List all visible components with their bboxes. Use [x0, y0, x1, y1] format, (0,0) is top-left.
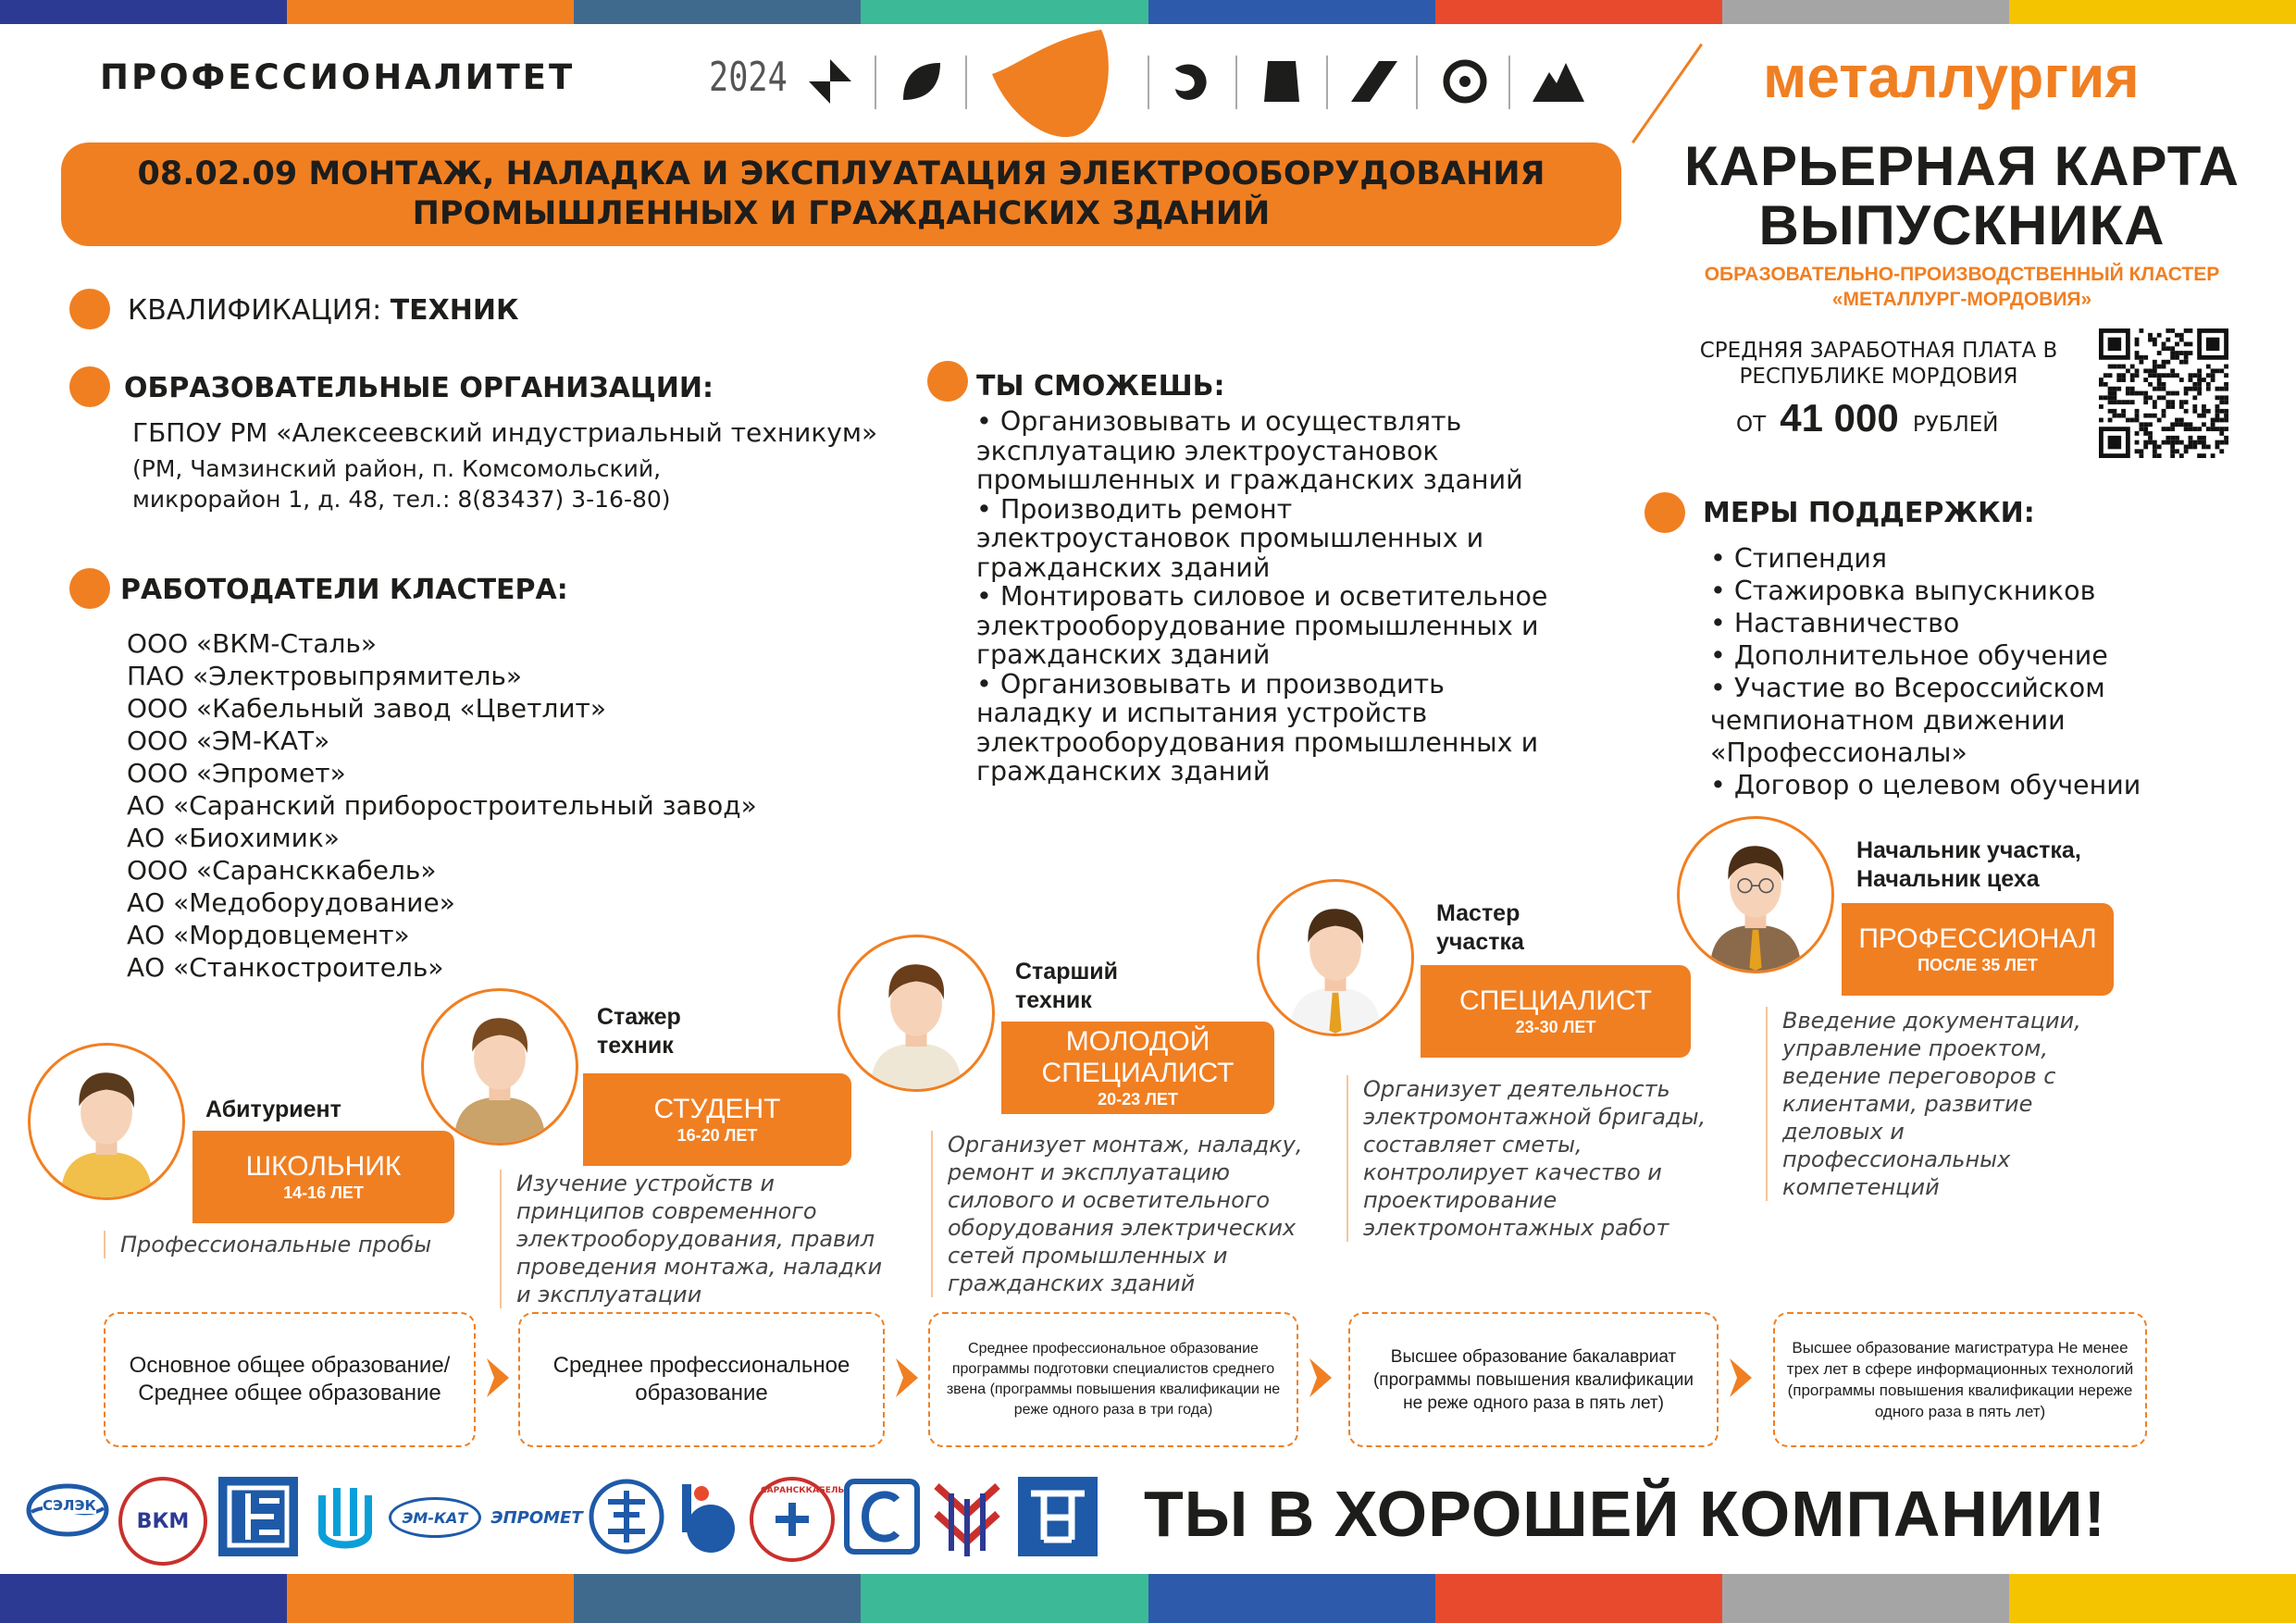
half-diamond-icon — [807, 57, 853, 105]
stripe-segment — [1722, 0, 2009, 24]
person-avatar-icon — [1257, 879, 1414, 1036]
stripe-segment — [0, 1574, 287, 1623]
cluster-line-1: ОБРАЗОВАТЕЛЬНО-ПРОИЗВОДСТВЕННЫЙ КЛАСТЕР — [1704, 264, 2220, 285]
employer-item: АО «Медоборудование» — [127, 887, 455, 918]
stage-role: Стажер техник — [597, 1004, 681, 1059]
stage-level: МОЛОДОЙ СПЕЦИАЛИСТ — [1041, 1026, 1235, 1088]
org-name: ГБПОУ РМ «Алексеевский индустриальный техникум» — [132, 417, 878, 448]
employer-item: АО «Мордовцемент» — [127, 920, 410, 950]
header-divider — [1416, 56, 1418, 109]
education-text: Высшее образование бакалавриат (программы повышения квалификации не реже одного раза в пять лет) — [1372, 1346, 1694, 1413]
stage-level-box — [583, 1073, 851, 1166]
stage-description: Организует монтаж, наладку, ремонт и эксплуатацию силового и осветительного оборудования электрических сетей промышленных и гражданских зданий — [931, 1131, 1320, 1297]
leaf-icon — [898, 57, 944, 105]
stripe-segment — [574, 0, 861, 24]
bullet-dot — [69, 366, 110, 407]
stage-level: СТУДЕНТ — [653, 1094, 781, 1124]
education-box — [928, 1312, 1298, 1447]
education-box — [518, 1312, 885, 1447]
stage-level-box — [1842, 903, 2114, 996]
stage-description: Изучение устройств и принципов современного электрооборудования, правил проведения монтажа, наладки и эксплуатации — [500, 1170, 888, 1308]
stage-age: 23-30 ЛЕТ — [1515, 1018, 1596, 1036]
employers-list — [127, 627, 757, 984]
person-avatar-icon — [838, 935, 995, 1092]
support-item: • Дополнительное обучение — [1710, 640, 2108, 671]
biokhimik-logo — [674, 1477, 744, 1556]
career-map-title — [1629, 137, 2295, 255]
drop-icon — [992, 28, 1118, 139]
employer-item: АО «Саранский приборостроительный завод» — [127, 790, 757, 821]
ability-item: • Производить ремонт электроустановок промышленных и гражданских зданий — [976, 493, 1484, 583]
brand-name: ПРОФЕССИОНАЛИТЕТ — [100, 57, 576, 97]
medoborudovanie-logo — [842, 1477, 922, 1556]
salary-unit: РУБЛЕЙ — [1912, 413, 1999, 437]
support-item: чемпионатном движении — [1710, 705, 2066, 736]
mountain-icon — [1533, 59, 1584, 104]
education-text: Среднее профессиональное образование программы подготовки специалистов среднего звена (программы повышения квалификации не реже одного раза в три года) — [946, 1341, 1281, 1418]
support-item: • Стажировка выпускников — [1710, 576, 2096, 606]
bullet-dot — [69, 289, 110, 329]
ability-item: • Организовывать и производить наладку и испытания устройств электрооборудования промышленных и гражданских зданий — [976, 668, 1539, 787]
support-item: • Участие во Всероссийском — [1710, 673, 2105, 703]
person-avatar-icon — [421, 988, 578, 1146]
qr-code-icon[interactable] — [2099, 328, 2228, 458]
support-title: МЕРЫ ПОДДЕРЖКИ: — [1703, 497, 2035, 529]
stripe-segment — [0, 0, 287, 24]
stankostroitel-logo — [1018, 1477, 1098, 1556]
mordovcement-logo — [927, 1477, 1007, 1560]
stage-description: Профессиональные пробы — [104, 1231, 474, 1258]
stripe-segment — [1722, 1574, 2009, 1623]
selek-logo-text: СЭЛЭК — [43, 1497, 96, 1514]
bullet-dot — [69, 568, 110, 609]
employer-item: ООО «Кабельный завод «Цветлит» — [127, 693, 606, 724]
qualification-value: ТЕХНИК — [390, 294, 519, 327]
abilities-title: ТЫ СМОЖЕШЬ: — [976, 370, 1225, 403]
electrovypryamitel-logo — [218, 1477, 298, 1556]
saranskkabel-logo-text: САРАНСККАБЕЛЬ — [761, 1486, 845, 1495]
stripe-segment — [2009, 0, 2296, 24]
ability-item: • Организовывать и осуществлять эксплуатацию электроустановок промышленных и гражданских зданий — [976, 406, 1523, 495]
employer-item: ООО «ЭМ-КАТ» — [127, 725, 330, 756]
career-title-line-2: ВЫПУСКНИКА — [1758, 194, 2166, 256]
salary-value — [1736, 396, 1999, 440]
stage-age: ПОСЛЕ 35 ЛЕТ — [1917, 956, 2038, 974]
tsvetlit-logo — [310, 1477, 380, 1556]
employer-item: АО «Станкостроитель» — [127, 952, 444, 983]
saranskkabel-logo — [750, 1477, 845, 1562]
chevron-right-icon — [1308, 1357, 1334, 1399]
specialty-banner — [61, 142, 1621, 246]
employers-title: РАБОТОДАТЕЛИ КЛАСТЕРА: — [120, 574, 568, 606]
epromet-logo-text: ЭПРОМЕТ — [490, 1507, 583, 1528]
salary-amount: 41 000 — [1780, 396, 1899, 440]
ability-item: • Монтировать силовое и осветительное электрооборудование промышленных и гражданских зданий — [976, 581, 1548, 670]
chevron-right-icon — [485, 1357, 511, 1399]
person-avatar-icon — [1677, 816, 1834, 973]
employer-item: ООО «Сарансккабель» — [127, 855, 437, 886]
year-label: 2024 — [709, 54, 788, 101]
support-item: • Стипендия — [1710, 543, 1888, 574]
education-box — [1348, 1312, 1719, 1447]
stage-level-box — [192, 1131, 454, 1223]
employer-item: ООО «Эпромет» — [127, 758, 346, 788]
cluster-name — [1629, 262, 2295, 312]
header-divider — [1235, 56, 1237, 109]
stripe-segment — [287, 1574, 574, 1623]
industry-title: металлургия — [1763, 43, 2140, 110]
education-box — [104, 1312, 476, 1447]
qualification-label: КВАЛИФИКАЦИЯ: — [128, 294, 391, 327]
stage-age: 20-23 ЛЕТ — [1098, 1090, 1178, 1109]
support-list — [1710, 542, 2141, 801]
support-item: • Договор о целевом обучении — [1710, 770, 2141, 800]
education-text: Основное общее образование/ Среднее общее образование — [129, 1353, 451, 1406]
org-address-2: микрорайон 1, д. 48, тел.: 8(83437) 3-16-80) — [132, 486, 671, 513]
epromet-logo — [489, 1490, 585, 1545]
stage-level: ПРОФЕССИОНАЛ — [1858, 923, 2097, 954]
support-item: «Профессионалы» — [1710, 737, 1967, 768]
stage-role: Старший техник — [1015, 959, 1119, 1013]
education-box — [1773, 1312, 2147, 1447]
stripe-segment — [2009, 1574, 2296, 1623]
header-divider — [1508, 56, 1510, 109]
employer-item: ООО «ВКМ-Сталь» — [127, 628, 378, 659]
cluster-line-2: «МЕТАЛЛУРГ-МОРДОВИЯ» — [1831, 289, 2092, 310]
stage-level-box — [1421, 965, 1691, 1058]
bullet-dot — [1644, 492, 1685, 533]
education-text: Среднее профессиональное образование — [552, 1353, 850, 1406]
stage-level: СПЕЦИАЛИСТ — [1459, 985, 1652, 1016]
swirl-icon — [1168, 57, 1214, 105]
employer-item: ПАО «Электровыпрямитель» — [127, 661, 522, 691]
slogan: ТЫ В ХОРОШЕЙ КОМПАНИИ! — [1144, 1478, 2106, 1550]
selek-logo — [26, 1477, 109, 1543]
salary-label: СРЕДНЯЯ ЗАРАБОТНАЯ ПЛАТА В РЕСПУБЛИКЕ МОРДОВИЯ — [1699, 339, 2058, 389]
stripe-segment — [1435, 0, 1722, 24]
header-divider — [1326, 56, 1328, 109]
header-divider — [875, 56, 876, 109]
header-divider — [1148, 56, 1149, 109]
org-address-1: (РМ, Чамзинский район, п. Комсомольский, — [132, 455, 662, 482]
stage-role: Мастер участка — [1436, 900, 1524, 955]
target-icon — [1442, 57, 1488, 105]
parallelogram-icon — [1351, 57, 1397, 105]
stripe-segment — [861, 0, 1148, 24]
stage-description: Организует деятельность электромонтажной бригады, составляет сметы, контролирует качество и проектирование электромонтажных работ — [1347, 1075, 1735, 1242]
abilities-list — [976, 407, 1550, 787]
chevron-right-icon — [894, 1357, 920, 1399]
orgs-title: ОБРАЗОВАТЕЛЬНЫЕ ОРГАНИЗАЦИИ: — [124, 372, 714, 404]
stage-role: Абитуриент — [205, 1096, 341, 1122]
education-text: Высшее образование магистратура Не менее трех лет в сфере информационных технологий (программы повышения квалификации нереже одного раза в пять лет) — [1786, 1339, 2134, 1420]
stripe-segment — [1148, 1574, 1435, 1623]
person-avatar-icon — [28, 1043, 185, 1200]
stripe-segment — [287, 0, 574, 24]
block-icon — [1259, 57, 1305, 105]
top-color-stripe — [0, 0, 2296, 24]
emkat-logo-text: ЭМ-КАТ — [402, 1508, 468, 1527]
support-item: • Наставничество — [1710, 608, 1960, 638]
stage-age: 14-16 ЛЕТ — [283, 1183, 364, 1202]
header-divider — [965, 56, 967, 109]
stage-level: ШКОЛЬНИК — [245, 1151, 402, 1182]
career-title-line-1: КАРЬЕРНАЯ КАРТА — [1684, 135, 2240, 197]
spz-logo — [587, 1477, 666, 1556]
stripe-segment — [574, 1574, 861, 1623]
salary-prefix: ОТ — [1736, 413, 1767, 437]
stage-role: Начальник участка, Начальник цеха — [1856, 837, 2081, 892]
stripe-segment — [1148, 0, 1435, 24]
employer-item: АО «Биохимик» — [127, 823, 340, 853]
stage-level-box — [1001, 1022, 1274, 1114]
stage-age: 16-20 ЛЕТ — [676, 1126, 758, 1145]
qualification — [128, 294, 519, 327]
stage-description: Введение документации, управление проектом, ведение переговоров с клиентами, развитие деловых и профессиональных компетенций — [1766, 1007, 2136, 1201]
bottom-color-stripe — [0, 1574, 2296, 1623]
chevron-right-icon — [1728, 1357, 1754, 1399]
specialty-title: 08.02.09 МОНТАЖ, НАЛАДКА И ЭКСПЛУАТАЦИЯ ЭЛЕКТРООБОРУДОВАНИЯ ПРОМЫШЛЕННЫХ И ГРАЖДАНСКИХ ЗДАНИЙ — [137, 155, 1545, 232]
orange-slash-divider — [1632, 43, 1703, 143]
bullet-dot — [927, 361, 968, 402]
vkm-logo — [118, 1477, 207, 1566]
vkm-logo-text: ВКМ — [136, 1509, 190, 1533]
stripe-segment — [1435, 1574, 1722, 1623]
emkat-logo — [389, 1497, 481, 1538]
stripe-segment — [861, 1574, 1148, 1623]
